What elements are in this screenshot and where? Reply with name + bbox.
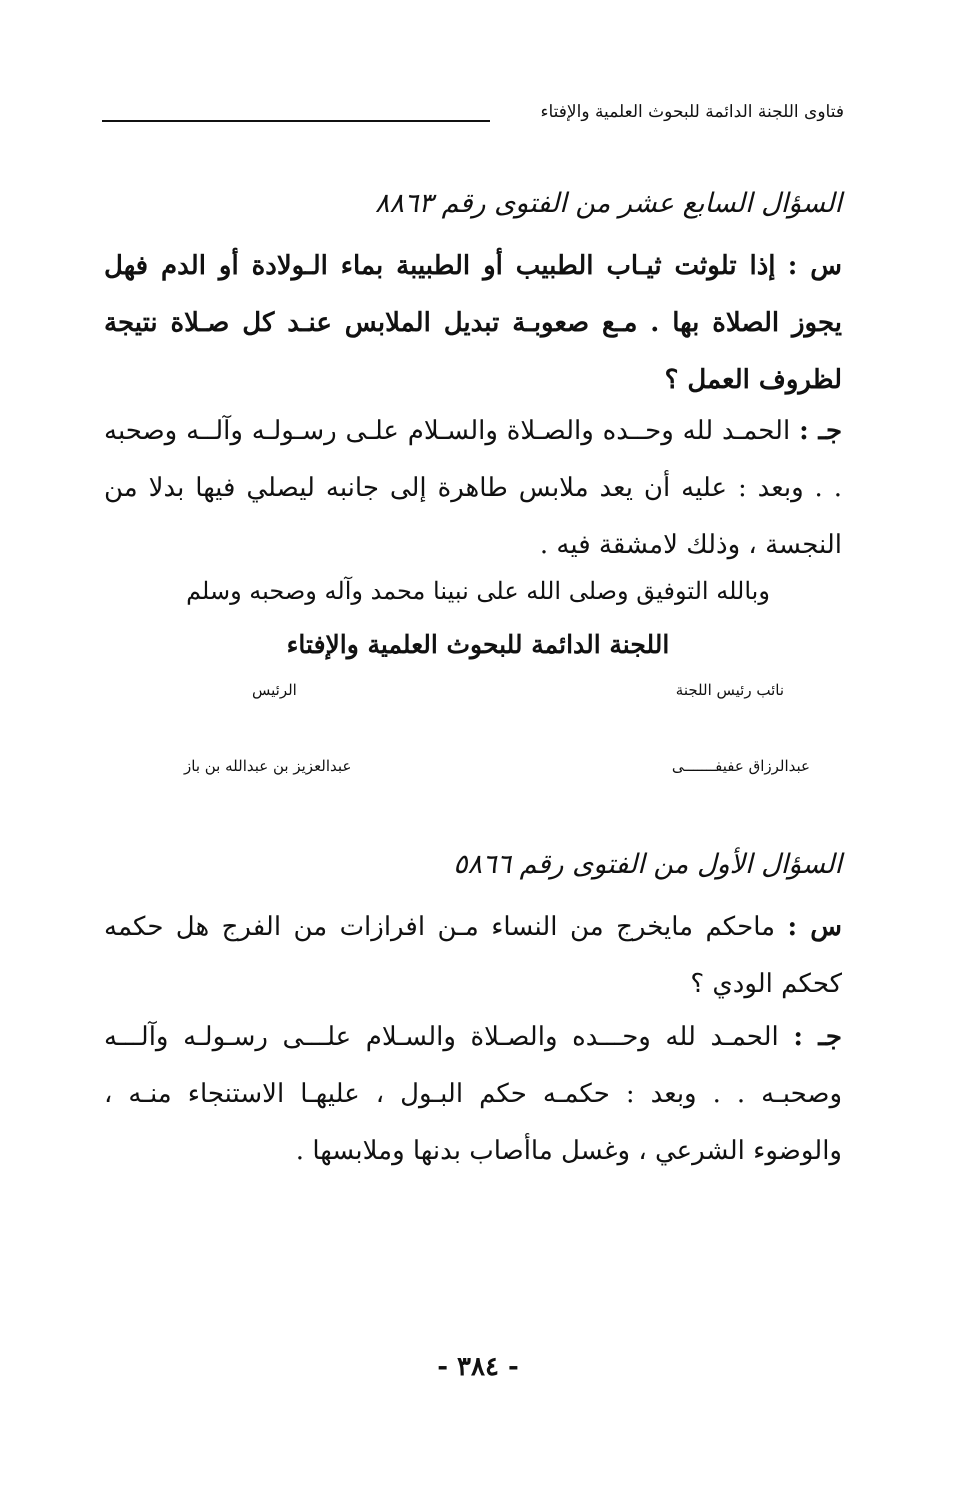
fatwa-1-question (104, 238, 842, 409)
fatwa-1-heading: السؤال السابع عشر من الفتوى رقم ٨٨٦٣ (375, 188, 842, 219)
question-marker: س : (787, 251, 842, 281)
deputy-name: عبدالرزاق عفيفـــــــى (671, 757, 810, 775)
answer-text: الحمـد لله وحــده والصـلاة والسـلام علـى رسـولـه وآلــه وصحبه . . وبعد : عليه أن يعد ملابس طاهرة إلى جانبه ليصلي فيها بدلا من النجسة ، وذلك لامشقة فيه . (104, 416, 842, 560)
president-title: الرئيس (252, 681, 297, 699)
closing-prayer: وبالله التوفيق وصلى الله على نبينا محمد وآله وصحبه وسلم (186, 577, 770, 605)
president-name: عبدالعزيز بن عبدالله بن باز (184, 757, 352, 775)
header-rule (102, 120, 490, 122)
fatwa-2-question (104, 899, 842, 1013)
question-text: إذا تلوثت ثيـاب الطبيب أو الطبيبة بماء الـولادة أو الدم فهل يجوز الصلاة بها . مـع صعوبـة تبديل الملابس عنـد كل صـلاة نتيجة لظروف العمل ؟ (104, 251, 842, 395)
running-header (102, 100, 844, 132)
page-number: - ٣٨٤ - (437, 1352, 519, 1382)
committee-name: اللجنة الدائمة للبحوث العلمية والإفتاء (286, 630, 670, 659)
answer-text: الحمـد لله وحـــده والصـلاة والسـلام علـــى رسـولـه وآلـــه وصحبـه . . وبعد : حكمـه حكم البـول ، عليهـا الاستنجاء منـه ، والوضوء الشرعي ، وغسل ماأصاب بدنها وملابسها . (104, 1022, 842, 1166)
fatwa-1-answer (104, 403, 842, 574)
question-text: ماحكم مايخرج من النساء مـن افرازات من الفرج هل حكمه كحكم الودي ؟ (104, 912, 842, 999)
answer-marker: جـ : (799, 416, 843, 446)
fatwa-2-answer (104, 1009, 842, 1180)
deputy-title: نائب رئيس اللجنة (675, 681, 784, 699)
question-marker: س : (787, 912, 843, 942)
running-title: فتاوى اللجنة الدائمة للبحوث العلمية والإفتاء (540, 102, 844, 122)
fatwa-2-heading: السؤال الأول من الفتوى رقم ٥٨٦٦ (453, 849, 842, 880)
answer-marker: جـ : (793, 1022, 842, 1052)
